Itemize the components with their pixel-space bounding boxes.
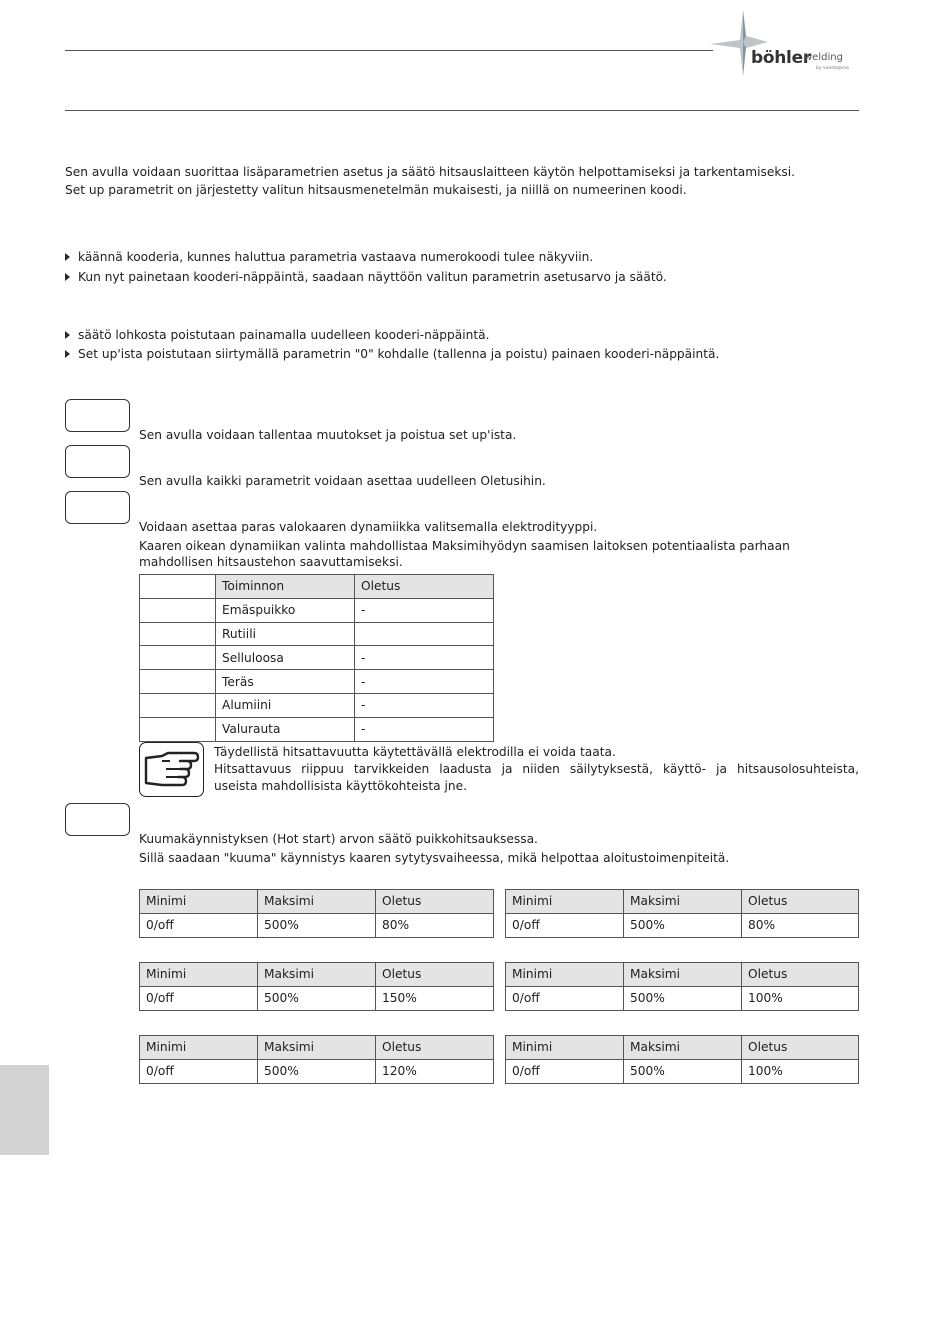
table-row [506,1059,859,1083]
table-row [140,717,494,741]
table-header: Maksimi [258,1036,376,1060]
table-cell: - [355,717,494,741]
table-cell: - [355,598,494,622]
table-cell: 500% [258,913,376,937]
table-cell: Valurauta [216,717,355,741]
table-cell: Selluloosa [216,646,355,670]
param-code-box-save [65,399,130,432]
table-header: Minimi [140,890,258,914]
table-header: Toiminnon [216,575,355,599]
table-cell [140,622,216,646]
param-code-box-reset [65,445,130,478]
range-table-5 [139,1035,494,1084]
table-cell: - [355,646,494,670]
table-header-row [506,890,859,914]
table-cell: 100% [742,1059,859,1083]
table-header: Oletus [376,890,494,914]
table-header: Oletus [742,1036,859,1060]
range-table-3 [139,962,494,1011]
table-row [506,913,859,937]
table-cell [140,598,216,622]
table-row [140,913,494,937]
table-header: Oletus [376,963,494,987]
table-header: Oletus [742,963,859,987]
table-cell: 0/off [506,1059,624,1083]
bullet-arrow-icon [65,331,70,339]
table-cell: Teräs [216,670,355,694]
pointing-hand-icon [139,742,204,797]
param-electrode-line-3: mahdollisen hitsaustehon saavuttamiseksi. [139,555,403,569]
table-cell: Emäspuikko [216,598,355,622]
table-header: Maksimi [624,963,742,987]
param-save-desc: Sen avulla voidaan tallentaa muutokset ja poistua set up'ista. [139,428,517,442]
hot-start-line-1: Kuumakäynnistyksen (Hot start) arvon säätö puikkohitsauksessa. [139,832,538,846]
table-cell: 0/off [506,913,624,937]
table-header: Maksimi [258,963,376,987]
param-electrode-line-1: Voidaan asettaa paras valokaaren dynamiikka valitsemalla elektrodityyppi. [139,520,598,534]
section-rule [65,110,859,111]
header-rule [65,50,713,51]
table-cell: 0/off [140,913,258,937]
table-header-row [506,963,859,987]
table-header-row [140,575,494,599]
note-line-3: useista mahdollisista käyttökohteista jne. [214,779,468,793]
step-exit-1: säätö lohkosta poistutaan painamalla uudelleen kooderi-näppäintä. [65,327,489,343]
hot-start-line-2: Sillä saadaan "kuuma" käynnistys kaaren sytytysvaiheessa, mikä helpottaa aloitustoimenpiteitä. [139,851,730,865]
table-row [140,986,494,1010]
table-cell: 500% [624,1059,742,1083]
note-line-1: Täydellistä hitsattavuutta käytettävällä elektrodilla ei voida taata. [214,745,616,759]
bohler-logo [708,8,863,80]
note-line-2: Hitsattavuus riippuu tarvikkeiden laadusta ja niiden säilytyksestä, käyttö- ja hitsausolosuhteista, [214,762,859,776]
logo-wordmark: böhler [751,48,811,68]
logo-tagline: by voestalpine [816,66,849,71]
table-header: Minimi [506,890,624,914]
param-reset-desc: Sen avulla kaikki parametrit voidaan asettaa uudelleen Oletusihin. [139,474,546,488]
bullet-arrow-icon [65,350,70,358]
table-header: Minimi [140,963,258,987]
table-header: Minimi [506,963,624,987]
table-cell: 150% [376,986,494,1010]
table-row [140,670,494,694]
table-header: Oletus [376,1036,494,1060]
range-table-2 [505,889,859,938]
table-header-row [140,1036,494,1060]
table-row [140,598,494,622]
step-enter-1: käännä kooderia, kunnes haluttua parametria vastaava numerokoodi tulee näkyviin. [65,249,593,265]
table-header: Maksimi [258,890,376,914]
table-row [140,646,494,670]
table-header: Minimi [140,1036,258,1060]
chapter-thumb-tab [0,1065,49,1155]
param-code-box-hot-start [65,803,130,836]
range-table-6 [505,1035,859,1084]
intro-line-1: Sen avulla voidaan suorittaa lisäparametrien asetus ja säätö hitsauslaitteen käytön helpottamiseksi ja tarkentamiseksi. [65,165,796,179]
table-cell: 120% [376,1059,494,1083]
logo-suffix: welding [804,52,843,63]
table-cell: 0/off [506,986,624,1010]
table-cell [140,693,216,717]
table-row [140,622,494,646]
bullet-arrow-icon [65,253,70,261]
table-cell: Rutiili [216,622,355,646]
table-cell: 500% [624,986,742,1010]
step-exit-2: Set up'ista poistutaan siirtymällä parametrin "0" kohdalle (tallenna ja poistu) painaen kooderi-näppäintä. [65,346,719,362]
param-electrode-line-2: Kaaren oikean dynamiikan valinta mahdollistaa Maksimihyödyn saamisen laitoksen potentiaalista parhaan [139,539,790,553]
table-cell [140,575,216,599]
table-cell [140,646,216,670]
table-header-row [506,1036,859,1060]
table-cell [140,717,216,741]
table-cell: 80% [742,913,859,937]
table-cell: 0/off [140,986,258,1010]
step-enter-2: Kun nyt painetaan kooderi-näppäintä, saadaan näyttöön valitun parametrin asetusarvo ja säätö. [65,269,667,285]
range-table-4 [505,962,859,1011]
table-header: Oletus [742,890,859,914]
intro-line-2: Set up parametrit on järjestetty valitun hitsausmenetelmän mukaisesti, ja niillä on numeerinen koodi. [65,183,687,197]
table-row [140,1059,494,1083]
table-header: Oletus [355,575,494,599]
table-cell: 100% [742,986,859,1010]
table-cell: 0/off [140,1059,258,1083]
electrode-table [139,574,494,742]
table-cell: - [355,693,494,717]
table-cell: 500% [258,1059,376,1083]
table-cell: Alumiini [216,693,355,717]
table-cell [140,670,216,694]
table-header-row [140,963,494,987]
param-code-box-electrode [65,491,130,524]
table-cell: 80% [376,913,494,937]
table-header: Maksimi [624,1036,742,1060]
table-row [140,693,494,717]
table-cell [355,622,494,646]
table-header: Minimi [506,1036,624,1060]
table-header-row [140,890,494,914]
table-row [506,986,859,1010]
note-block [214,744,859,795]
table-cell: - [355,670,494,694]
table-cell: 500% [258,986,376,1010]
range-table-1 [139,889,494,938]
bullet-arrow-icon [65,273,70,281]
table-cell: 500% [624,913,742,937]
table-header: Maksimi [624,890,742,914]
